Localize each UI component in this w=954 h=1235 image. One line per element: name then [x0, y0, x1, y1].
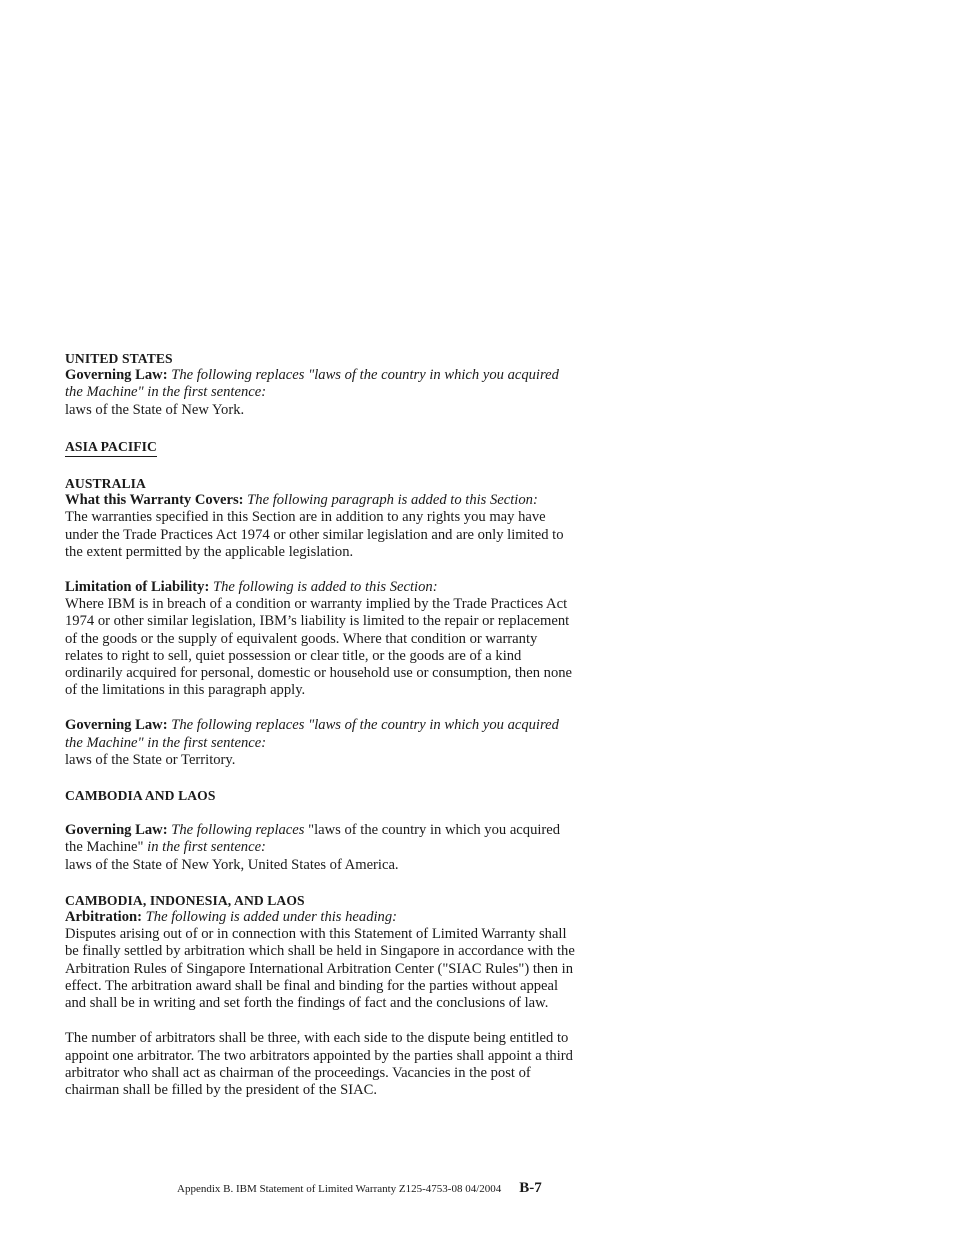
- australia-liability-paragraph: [65, 579, 575, 596]
- cil-arbitration-text-2: The number of arbitrators shall be three, with each side to the dispute being entitled to appoint one arbitrator. The two arbitrators appointed by the parties shall appoint a third arbitrator who shall act as chairman of the proceedings. Vacancies in the post of chairman shall be filled by the president of the SIAC.: [65, 1030, 573, 1098]
- australia-covers-instruction: The following paragraph is added to this Section:: [247, 492, 538, 509]
- us-governing-law-instruction: The following replaces "laws of the country in which you acquired the Machine" in the first sentence:: [65, 367, 559, 401]
- cambodia-laos-governing-law-text: laws of the State of New York, United States of America.: [65, 856, 399, 873]
- australia-governing-law-instruction: The following replaces "laws of the country in which you acquired the Machine" in the first sentence:: [65, 717, 559, 751]
- cambodia-laos-governing-law-paragraph: [65, 822, 575, 856]
- region-heading-asia-pacific: ASIA PACIFIC: [65, 438, 157, 457]
- us-governing-law-paragraph: [65, 367, 575, 401]
- australia-liability-text: Where IBM is in breach of a condition or warranty implied by the Trade Practices Act 1974 or other similar legislation, IBM’s liability is limited to the repair or replacement of the goods or the supply of equivalent goods. Where that condition or warranty relates to right to sell, quiet possession or clear title, or the goods are of a kind ordinarily acquired for personal, domestic or household use or consumption, then none of the limitations in this paragraph apply.: [65, 596, 573, 699]
- page-number: B-7: [519, 1180, 542, 1196]
- page-footer: [177, 1180, 577, 1197]
- cambodia-laos-governing-law-label: Governing Law:: [65, 822, 168, 839]
- us-governing-law-text: laws of the State of New York.: [65, 401, 245, 418]
- cil-arbitration-text-1: Disputes arising out of or in connection with this Statement of Limited Warranty shall be finally settled by arbitration which shall be held in Singapore in accordance with the Arbitration Rules of Singapore International Arbitration Center ("SIAC Rules") then in effect. The arbitration award shall be final and binding for the parties without appeal and shall be in writing and set forth the findings of fact and the conclusions of law.: [65, 926, 575, 1012]
- australia-governing-law-label: Governing Law:: [65, 717, 168, 734]
- cambodia-laos-governing-law-instruction-b: in the first sentence:: [147, 839, 266, 856]
- footer-text: Appendix B. IBM Statement of Limited Warranty Z125-4753-08 04/2004: [177, 1183, 502, 1195]
- cil-arbitration-label: Arbitration:: [65, 909, 143, 926]
- section-heading-united-states: UNITED STATES: [65, 351, 173, 366]
- australia-governing-law-paragraph: [65, 717, 575, 751]
- cil-arbitration-paragraph: [65, 909, 575, 926]
- document-body: [65, 350, 575, 1099]
- australia-liability-instruction: The following is added to this Section:: [212, 579, 438, 596]
- cil-arbitration-instruction: The following is added under this heading:: [145, 909, 398, 926]
- australia-covers-text: The warranties specified in this Section are in addition to any rights you may have under the Trade Practices Act 1974 or other similar legislation and are only limited to the extent permitted by the applicable legislation.: [65, 509, 564, 560]
- cambodia-laos-governing-law-quote: "laws of the country in which you acquired the Machine": [65, 822, 561, 856]
- australia-liability-label: Limitation of Liability:: [65, 579, 210, 596]
- australia-covers-label: What this Warranty Covers:: [65, 492, 244, 509]
- section-heading-cambodia-laos: CAMBODIA AND LAOS: [65, 788, 216, 804]
- australia-governing-law-text: laws of the State or Territory.: [65, 751, 236, 768]
- section-heading-cambodia-indonesia-laos: CAMBODIA, INDONESIA, AND LAOS: [65, 892, 305, 908]
- section-heading-australia: AUSTRALIA: [65, 476, 146, 492]
- australia-covers-paragraph: [65, 492, 575, 509]
- us-governing-law-label: Governing Law:: [65, 367, 168, 384]
- cambodia-laos-governing-law-instruction-a: The following replaces: [171, 822, 305, 839]
